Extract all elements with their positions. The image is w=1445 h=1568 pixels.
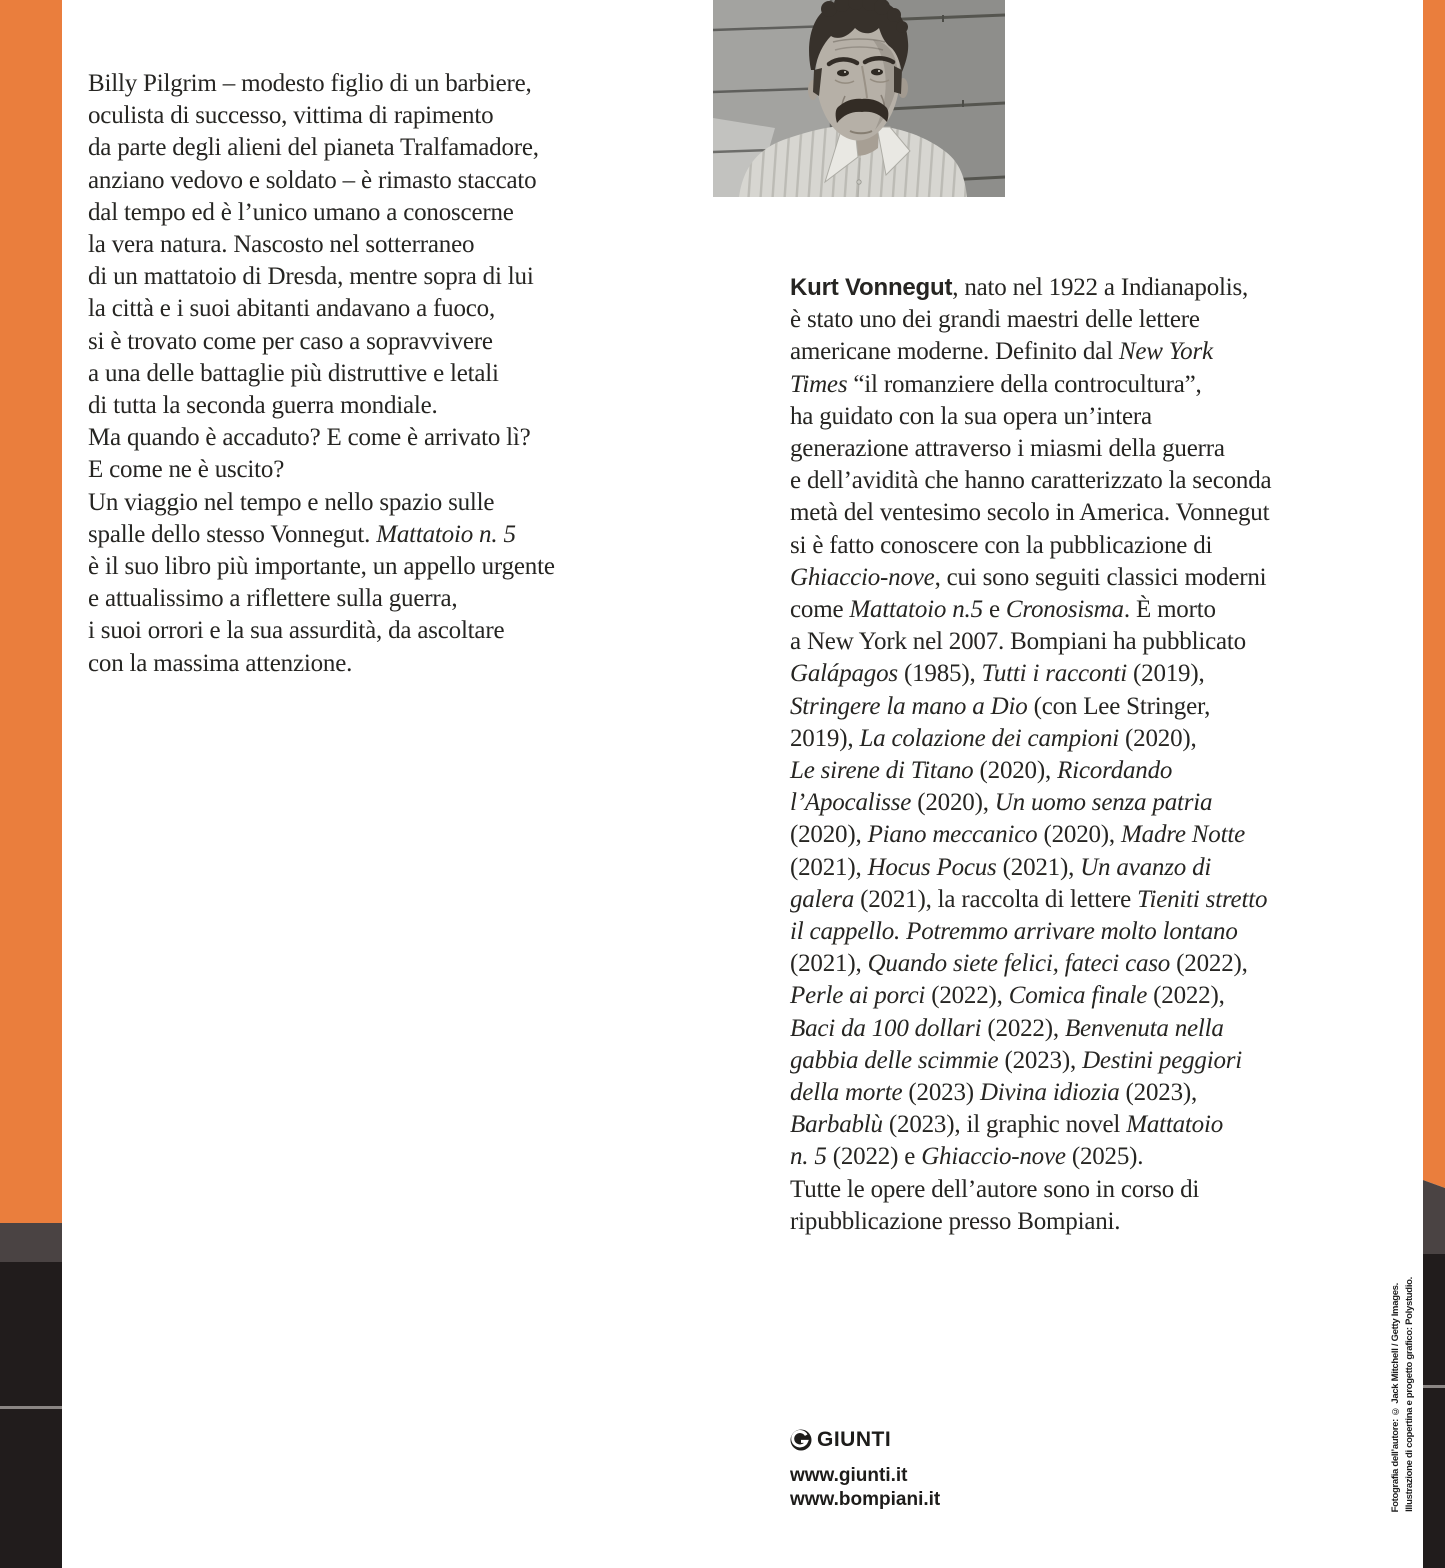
text-line: generazione attraverso i miasmi della guerra	[790, 435, 1225, 463]
text-line: come Mattatoio n.5 e Cronosisma. È morto	[790, 596, 1216, 624]
text-line: è stato uno dei grandi maestri delle lettere	[790, 306, 1200, 334]
text-line: E come ne è uscito?	[88, 456, 285, 484]
text-line: Perle ai porci (2022), Comica finale (2022),	[790, 982, 1225, 1010]
text-line: Ma quando è accaduto? E come è arrivato lì?	[88, 424, 531, 452]
text-line: e dell’avidità che hanno caratterizzato la seconda	[790, 467, 1272, 495]
text-line: ha guidato con la sua opera un’intera	[790, 402, 1152, 430]
text-line: l’Apocalisse (2020), Un uomo senza patria	[790, 789, 1213, 817]
text-line: Tutte le opere dell’autore sono in corso di	[790, 1175, 1200, 1203]
text-line: oculista di successo, vittima di rapimento	[88, 102, 494, 130]
website-bompiani: www.bompiani.it	[790, 1488, 941, 1510]
publisher-block	[790, 1428, 940, 1511]
text-line: si è trovato come per caso a sopravvivere	[88, 327, 493, 355]
website-giunti: www.giunti.it	[790, 1465, 908, 1486]
text-line: e attualissimo a riflettere sulla guerra,	[88, 585, 458, 613]
text-line: i suoi orrori e la sua assurdità, da ascoltare	[88, 617, 505, 645]
text-line: da parte degli alieni del pianeta Tralfamadore,	[88, 134, 539, 162]
text-line: (2020), Piano meccanico (2020), Madre Notte	[790, 821, 1245, 849]
text-line: con la massima attenzione.	[88, 649, 353, 677]
text-line: spalle dello stesso Vonnegut. Mattatoio n. 5	[88, 520, 516, 548]
text-line: galera (2021), la raccolta di lettere Tieniti stretto	[790, 885, 1268, 913]
text-line: la vera natura. Nascosto nel sotterraneo	[88, 231, 475, 259]
text-line: anziano vedovo e soldato – è rimasto staccato	[88, 166, 537, 194]
publisher-name: GIUNTI	[817, 1428, 892, 1451]
cover-edge-gray	[0, 1223, 62, 1262]
text-line: dal tempo ed è l’unico umano a conoscerne	[88, 198, 514, 226]
cover-edge-separator	[1423, 1385, 1445, 1388]
text-line: il cappello. Potremmo arrivare molto lontano	[790, 918, 1238, 946]
flap-synopsis	[88, 68, 728, 680]
text-line: Billy Pilgrim – modesto figlio di un barbiere,	[88, 70, 532, 97]
giunti-logo-icon	[790, 1429, 812, 1451]
text-line: metà del ventesimo secolo in America. Vonnegut	[790, 499, 1270, 527]
text-line: Baci da 100 dollari (2022), Benvenuta nella	[790, 1014, 1224, 1042]
cover-edge-separator	[0, 1406, 62, 1409]
design-credit: Illustrazione di copertina e progetto grafico: Polystudio.	[1404, 1277, 1415, 1512]
text-line: Barbablù (2023), il graphic novel Mattatoio	[790, 1111, 1224, 1139]
text-line: Kurt Vonnegut, nato nel 1922 a Indianapolis,	[790, 274, 1249, 301]
text-line: di tutta la seconda guerra mondiale.	[88, 392, 438, 420]
text-line: americane moderne. Definito dal New York	[790, 338, 1213, 366]
cover-edge-orange	[0, 0, 62, 1223]
text-line: si è fatto conoscere con la pubblicazione di	[790, 531, 1213, 559]
text-line: Un viaggio nel tempo e nello spazio sulle	[88, 488, 495, 516]
text-line: 2019), La colazione dei campioni (2020),	[790, 724, 1197, 752]
book-cover-left-edge	[0, 0, 62, 1568]
author-photo	[713, 0, 1005, 197]
text-line: n. 5 (2022) e Ghiaccio-nove (2025).	[790, 1143, 1144, 1171]
text-line: Times “il romanziere della controcultura”,	[790, 370, 1202, 398]
text-line: ripubblicazione presso Bompiani.	[790, 1207, 1121, 1235]
text-line: gabbia delle scimmie (2023), Destini peggiori	[790, 1046, 1243, 1074]
text-line: di un mattatoio di Dresda, mentre sopra di lui	[88, 263, 534, 291]
giunti-logo	[790, 1428, 940, 1452]
text-line: Stringere la mano a Dio (con Lee Stringer,	[790, 692, 1211, 720]
cover-edge-black	[0, 1262, 62, 1568]
text-line: è il suo libro più importante, un appello urgente	[88, 553, 555, 581]
author-bio	[790, 272, 1435, 1238]
text-line: della morte (2023) Divina idiozia (2023),	[790, 1079, 1198, 1107]
text-line: a New York nel 2007. Bompiani ha pubblicato	[790, 628, 1246, 656]
text-line: (2021), Quando siete felici, fateci caso (2022),	[790, 950, 1248, 978]
text-line: Le sirene di Titano (2020), Ricordando	[790, 757, 1173, 785]
text-line: (2021), Hocus Pocus (2021), Un avanzo di	[790, 853, 1212, 881]
text-line: Galápagos (1985), Tutti i racconti (2019),	[790, 660, 1205, 688]
text-line: a una delle battaglie più distruttive e letali	[88, 359, 499, 387]
text-line: la città e i suoi abitanti andavano a fuoco,	[88, 295, 496, 323]
cover-edge-black	[1423, 1254, 1445, 1568]
photo-credit: Fotografia dell’autore: © Jack Mitchell / Getty Images.	[1390, 1282, 1401, 1512]
text-line: Ghiaccio-nove, cui sono seguiti classici moderni	[790, 563, 1267, 591]
